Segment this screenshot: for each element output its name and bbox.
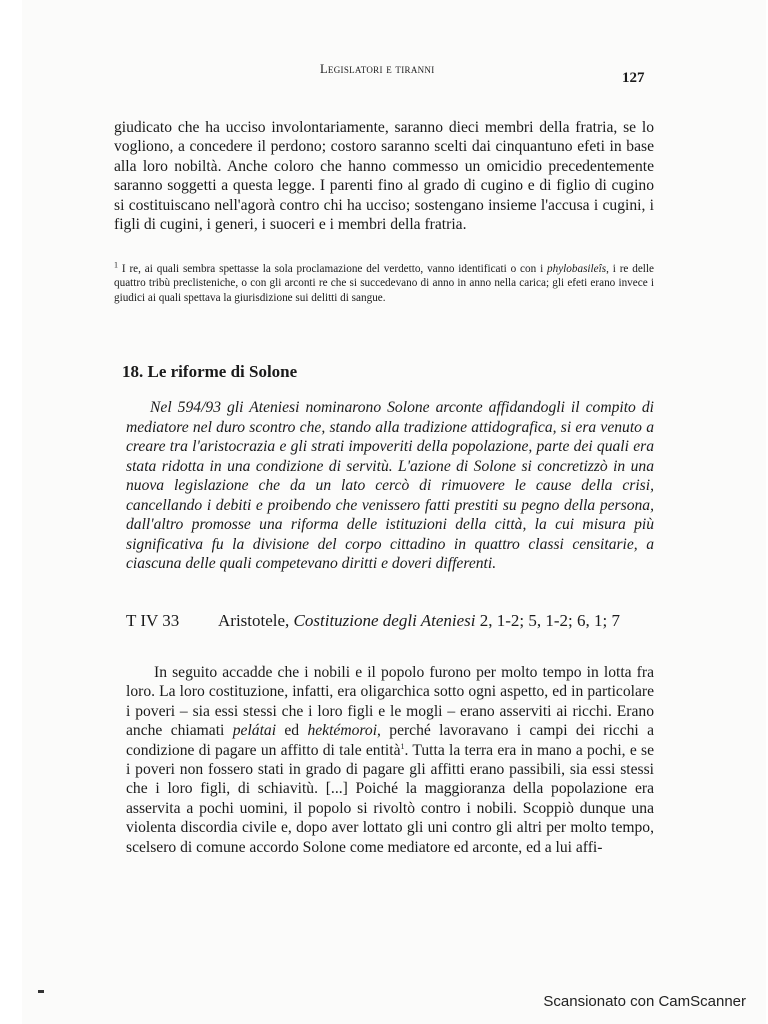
body-part-1: In seguito accadde che i nobili e il popolo furono per molto tempo in lotta fra loro. La loro costituzione, infatti, era oligarchica sotto ogni aspetto, ed in particolare i poveri – sia essi stessi che i loro figli e le mogli – erano asserviti ai ricchi. Erano anche chiamati	[126, 664, 654, 740]
footnote-marker: 1	[114, 260, 118, 270]
footnote-text-before: I re, ai quali sembra spettasse la sola proclamazione del verdetto, vanno identificati o con i	[121, 263, 548, 275]
running-head: Legislatori e tiranni	[320, 62, 435, 76]
footnote	[114, 262, 654, 305]
scanned-page	[22, 0, 766, 1024]
term-pelatai: pelátai	[232, 722, 277, 740]
term-hektemoroi: hektémoroi	[307, 722, 378, 740]
body-part-3: , perché lavoravano i campi dei ricchi a condizione di pagare un affitto di tale entità	[126, 722, 655, 759]
scan-edge-mark	[38, 990, 44, 993]
page-number: 127	[622, 70, 645, 86]
source-reference	[218, 610, 666, 632]
source-author: Aristotele,	[218, 611, 290, 630]
footnote-reference: 1	[400, 741, 405, 751]
footnote-term: phylobasileîs	[547, 263, 607, 275]
scanner-watermark: Scansionato con CamScanner	[543, 993, 746, 1010]
source-work: Costituzione degli Ateniesi	[293, 611, 476, 630]
source-code: T IV 33	[126, 611, 180, 630]
section-intro: Nel 594/93 gli Ateniesi nominarono Solone arconte affidandogli il compito di mediatore nel duro scontro che, stando alla tradizione attidografica, si era venuto a creare tra l'aristocrazia e gli strati impoveriti della popolazione, parte dei quali era stata ridotta in una condizione di servitù. L'azione di Solone si concretizzò in una nuova legislazione che da un lato cercò di rimuovere le cause della crisi, cancellando i debiti e proibendo che venissero fatti prestiti su pegno della persona, dall'altro promosse una riforma delle istituzioni della città, la cui misura più significativa fu la divisione del corpo cittadino in quattro classi censitarie, a ciascuna delle quali competevano diritti e doveri differenti.	[126, 399, 654, 572]
section-title: 18. Le riforme di Solone	[122, 362, 298, 381]
body-part-2: ed	[276, 722, 308, 740]
source-refs: 2, 1-2; 5, 1-2; 6, 1; 7	[479, 611, 620, 630]
source-heading	[126, 610, 666, 632]
top-paragraph: giudicato che ha ucciso involontariamente, saranno dieci membri della fratria, se lo vogliono, a concedere il perdono; costoro saranno scelti dai cinquantuno efeti in base alla loro nobiltà. Anche coloro che hanno commesso un omicidio precedentemente saranno soggetti a questa legge. I parenti fino al grado di cugino e di figlio di cugino si costituiscano nell'agorà contro chi ha ucciso; sostengano insieme l'accusa i cugini, i figli di cugini, i generi, i suoceri e i membri della fratria.	[114, 119, 654, 234]
body-paragraph	[126, 663, 654, 857]
footnote-text-after: , i re delle quattro tribù preclisteniche, o con gli arconti re che si succedevano di anno in anno nella carica; gli efeti erano invece i giudici ai quali spettava la giurisdizione sui delitti di sangue.	[114, 263, 654, 304]
body-part-4: . Tutta la terra era in mano a pochi, e se i poveri non fossero stati in grado di pagare gli affitti erano passibili, sia essi stessi che i loro figli, di schiavitù. [...] Poiché la maggioranza della popolazione era asservita a pochi uomini, il popolo si rivoltò contro i nobili. Scoppiò dunque una violenta discordia civile e, dopo aver lottato gli uni contro gli altri per molto tempo, scelsero di comune accordo Solone come mediatore ed arconte, ed a lui affi-	[126, 741, 654, 856]
